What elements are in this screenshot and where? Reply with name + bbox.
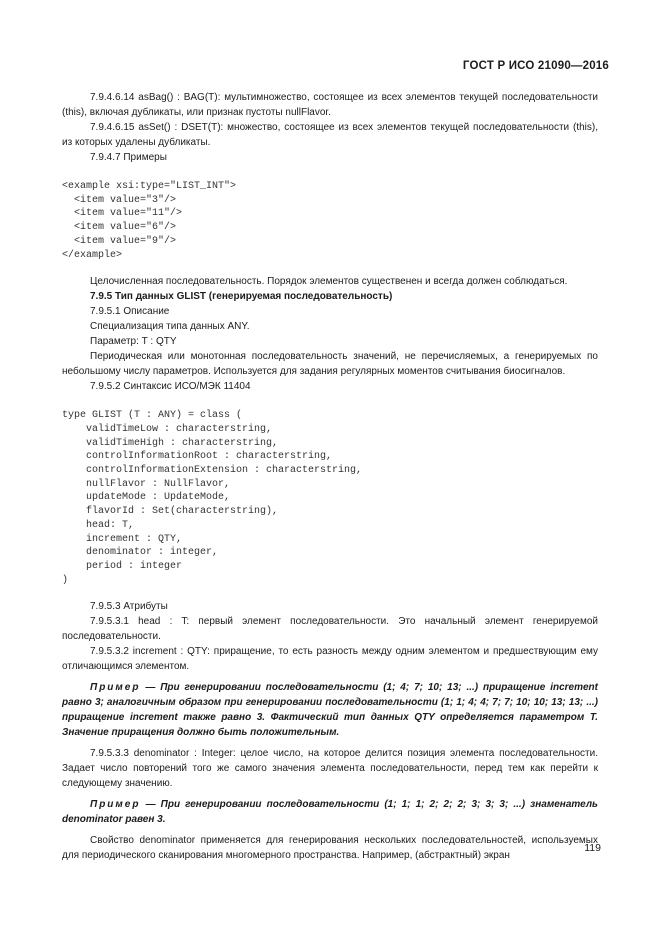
paragraph-asbag: 7.9.4.6.14 asBag() : BAG(T): мультимножество, состоящее из всех элементов текущей последовательности (this), включая дубликаты, или признак пустоты nullFlavor. [62, 92, 598, 118]
page-content [62, 90, 598, 863]
paragraph-asset: 7.9.4.6.15 asSet() : DSET(T): множество, состоящее из всех элементов текущей последовательности (this), из которых удалены дубликаты. [62, 122, 598, 148]
note-denominator-example [62, 797, 598, 827]
subsection-description: 7.9.5.1 Описание [90, 306, 170, 318]
subsection-attributes: 7.9.5.3 Атрибуты [90, 601, 168, 613]
paragraph-periodic: Периодическая или монотонная последовательность значений, не перечисляемых, а генерируемых по небольшому числу параметров. Используется для задания регулярных моментов считывания биосигналов. [62, 351, 598, 378]
paragraph-head: 7.9.5.3.1 head : T: первый элемент последовательности. Это начальный элемент генерируемой последовательности. [62, 616, 598, 643]
paragraph-denominator: 7.9.5.3.3 denominator : Integer: целое число, на которое делится позиция элемента последовательности. Задает число повторений того же самого значения элемента последовательности, перед тем как перейти к следующему значению. [62, 748, 598, 790]
note-text: — При генерировании последовательности (1; 4; 7; 10; 13; ...) приращение increment равно 3; аналогичным образом при генерировании последовательности (1; 1; 4; 4; 7; 7; 10; 10; 13; 13; ...) приращение increment также равно 3. Фактический тип данных QTY определяется параметром T. Значение приращения должно быть положительным. [62, 682, 598, 739]
document-id: ГОСТ Р ИСО 21090—2016 [462, 60, 609, 72]
code-glist-definition: type GLIST (T : ANY) = class ( validTimeLow : characterstring, validTimeHigh : characterstring, controlInformationRoot : characterstring, controlInformationExtension : characterstring, nullFlavor : NullFlavor, updateMode : UpdateMode, flavorId : Set(characterstring), head: T, increment : QTY, denominator : integer, period : integer ) [62, 410, 363, 586]
paragraph-increment: 7.9.5.3.2 increment : QTY: приращение, то есть разность между одним элементом и предшествующим ему отличающимся элементом. [62, 646, 598, 673]
page-number: 119 [584, 842, 601, 854]
paragraph-specialization: Специализация типа данных ANY. [90, 321, 250, 333]
section-heading-glist: 7.9.5 Тип данных GLIST (генерируемая последовательность) [90, 291, 393, 303]
note-label: Пример [90, 682, 141, 694]
subsection-examples: 7.9.4.7 Примеры [90, 152, 167, 163]
paragraph-denominator-usage: Свойство denominator применяется для генерирования нескольких последовательностей, используемых для периодического сканирования многомерного пространства. Например, (абстрактный) экран [62, 835, 598, 862]
note-label: Пример [90, 799, 141, 811]
code-example-list-int: <example xsi:type="LIST_INT"> <item value="3"/> <item value="11"/> <item value="6"/> <item value="9"/> </example> [62, 181, 237, 261]
note-text: — При генерировании последовательности (1; 1; 1; 2; 2; 2; 3; 3; 3; ...) знаменатель denominator равен 3. [62, 799, 598, 826]
paragraph-int-sequence: Целочисленная последовательность. Порядок элементов существенен и всегда должен соблюдаться. [90, 276, 568, 288]
paragraph-parameter: Параметр: T : QTY [90, 336, 177, 348]
note-increment-example [62, 680, 598, 740]
subsection-syntax: 7.9.5.2 Синтаксис ИСО/МЭК 11404 [90, 381, 251, 393]
